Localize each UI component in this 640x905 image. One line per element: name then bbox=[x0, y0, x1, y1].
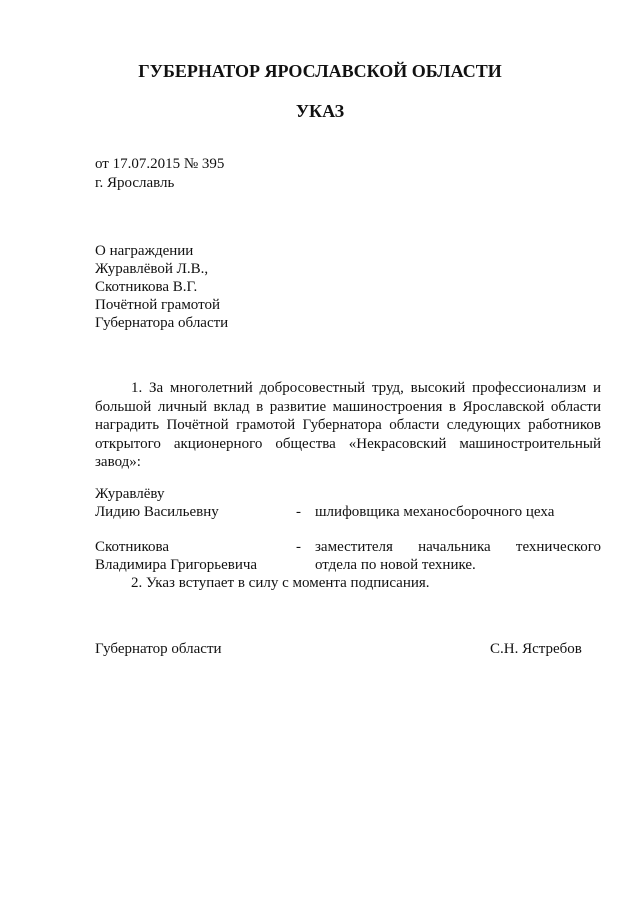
signature-title: Губернатор области bbox=[95, 641, 222, 657]
subject-line: Журавлёвой Л.В., bbox=[95, 261, 209, 277]
position-line: шлифовщика механосборочного цеха bbox=[315, 504, 555, 520]
signature-name: С.Н. Ястребов bbox=[490, 641, 582, 657]
paragraph-line: наградить Почётной грамотой Губернатора области следующих работников bbox=[95, 417, 601, 433]
awardee-position bbox=[315, 503, 601, 521]
city: г. Ярославль bbox=[95, 175, 175, 191]
awardee-given-names: Владимира Григорьевича bbox=[95, 557, 258, 573]
awardee-dash: - bbox=[296, 504, 301, 520]
awardee-given-names: Лидию Васильевну bbox=[95, 504, 219, 520]
document-type-heading: УКАЗ bbox=[295, 101, 345, 121]
date-number: от 17.07.2015 № 395 bbox=[95, 156, 225, 172]
awardee-surname: Скотникова bbox=[95, 539, 170, 555]
paragraph-line: 1. За многолетний добросовестный труд, высокий профессионализм и bbox=[131, 380, 601, 396]
paragraph-2: 2. Указ вступает в силу с момента подписания. bbox=[131, 575, 430, 591]
paragraph-line: открытого акционерного общества «Некрасовский машиностроительный bbox=[95, 435, 601, 452]
position-line: отдела по новой технике. bbox=[315, 557, 476, 573]
awardee-position bbox=[315, 538, 601, 574]
awardee-surname: Журавлёву bbox=[95, 486, 165, 502]
awardee-dash: - bbox=[296, 539, 301, 555]
authority-heading: ГУБЕРНАТОР ЯРОСЛАВСКОЙ ОБЛАСТИ bbox=[138, 61, 502, 81]
subject-line: О награждении bbox=[95, 243, 194, 259]
position-line: заместителя начальника технического bbox=[315, 539, 601, 555]
subject-line: Почётной грамотой bbox=[95, 297, 220, 313]
subject-line: Скотникова В.Г. bbox=[95, 279, 198, 295]
paragraph-line: завод»: bbox=[95, 454, 141, 470]
paragraph-1 bbox=[95, 379, 601, 472]
paragraph-line: большой личный вклад в развитие машиностроения в Ярославской области bbox=[95, 398, 601, 415]
subject-line: Губернатора области bbox=[95, 315, 229, 331]
